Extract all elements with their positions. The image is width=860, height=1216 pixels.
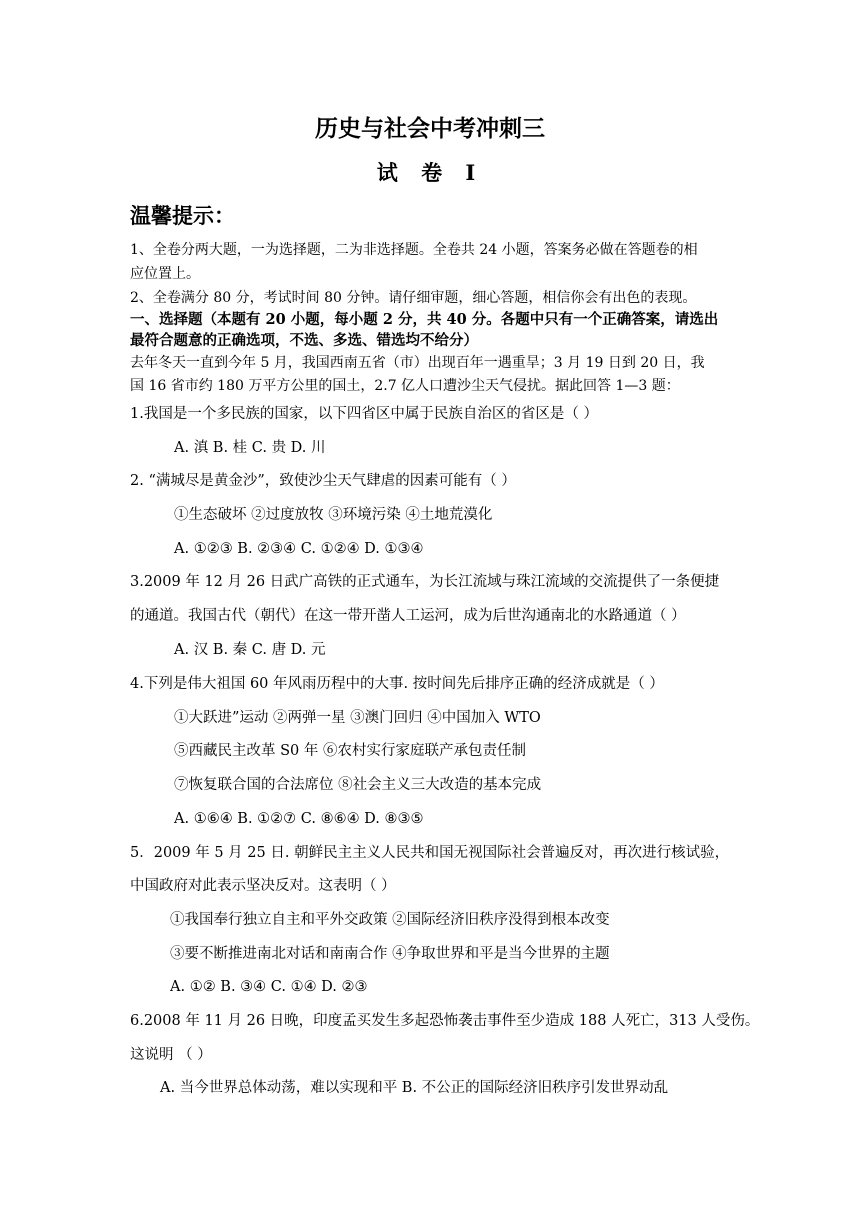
question-2-options: A. ①②③ B. ②③④ C. ①②④ D. ①③④ [174,541,424,557]
note-line-3: 2、全卷满分 80 分，考试时间 80 分钟。请仔细审题，细心答题，相信你会有出色的表现。 [130,290,697,306]
page-title: 历史与社会中考冲刺三 [315,115,545,142]
question-2-stem: 2. “满城尽是黄金沙”，致使沙尘天气肆虐的因素可能有（ ） [130,473,516,489]
passage-line-2: 国 16 省市约 180 万平方公里的国土，2.7 亿人口遭沙尘天气侵扰。据此回答 1—3 题： [130,378,680,394]
note-line-2: 应位置上。 [130,266,200,282]
question-4-options: A. ①⑥④ B. ①②⑦ C. ⑧⑥④ D. ⑧③⑤ [174,811,424,827]
note-line-1: 1、全卷分两大题，一为选择题，二为非选择题。全卷共 24 小题，答案务必做在答题卷的相 [130,242,698,258]
question-5-options: A. ①② B. ③④ C. ①④ D. ②③ [170,979,368,995]
question-4-item-2: ⑤西藏民主改革 S0 年 ⑥农村实行家庭联产承包责任制 [174,743,526,759]
question-3-stem-line-1: 3.2009 年 12 月 26 日武广高铁的正式通车，为长江流域与珠江流域的交流提供了一条便捷 [130,574,720,590]
question-4-item-1: ①大跃进”运动 ②两弹一星 ③澳门回归 ④中国加入 WTO [174,710,541,726]
section-heading-line-2: 最符合题意的正确选项，不选、多选、错选均不给分） [130,332,478,349]
question-3-stem-line-2: 的通道。我国古代（朝代）在这一带开凿人工运河，成为后世沟通南北的水路通道（ ） [130,608,686,624]
question-5-item-2: ③要不断推进南北对话和南南合作 ④争取世界和平是当今世界的主题 [170,946,610,962]
question-5-stem-line-1: 5．2009 年 5 月 25 日. 朝鲜民主主义人民共和国无视国际社会普遍反对，再次进行核试验， [130,845,730,861]
question-1-options: A. 滇 B. 桂 C. 贵 D. 川 [174,440,326,456]
paper-subtitle: 试 卷 I [376,160,484,185]
question-6-stem-line-2: 这说明 （ ） [130,1047,212,1063]
question-4-item-3: ⑦恢复联合国的合法席位 ⑧社会主义三大改造的基本完成 [174,777,542,793]
question-6-options: A. 当今世界总体动荡，难以实现和平 B. 不公正的国际经济旧秩序引发世界动乱 [160,1080,669,1096]
section-heading-line-1: 一、选择题（本题有 20 小题，每小题 2 分，共 40 分。各题中只有一个正确答案，请选出 [130,311,719,328]
question-3-options: A. 汉 B. 秦 C. 唐 D. 元 [174,642,326,658]
passage-line-1: 去年冬天一直到今年 5 月，我国西南五省（市）出现百年一遇重旱；3 月 19 日到 20 日，我 [130,355,705,371]
tips-heading: 温馨提示： [130,204,235,228]
question-5-item-1: ①我国奉行独立自主和平外交政策 ②国际经济旧秩序没得到根本改变 [170,912,610,928]
question-5-stem-line-2: 中国政府对此表示坚决反对。这表明（ ） [130,878,396,894]
question-1-stem: 1.我国是一个多民族的国家，以下四省区中属于民族自治区的省区是（ ） [130,406,598,422]
question-6-stem-line-1: 6.2008 年 11 月 26 日晚，印度孟买发生多起恐怖袭击事件至少造成 188 人死亡，313 人受伤。 [130,1013,760,1029]
question-2-items: ①生态破坏 ②过度放牧 ③环境污染 ④土地荒漠化 [174,507,493,523]
question-4-stem: 4.下列是伟大祖国 60 年风雨历程中的大事. 按时间先后排序正确的经济成就是（ ） [130,676,664,692]
